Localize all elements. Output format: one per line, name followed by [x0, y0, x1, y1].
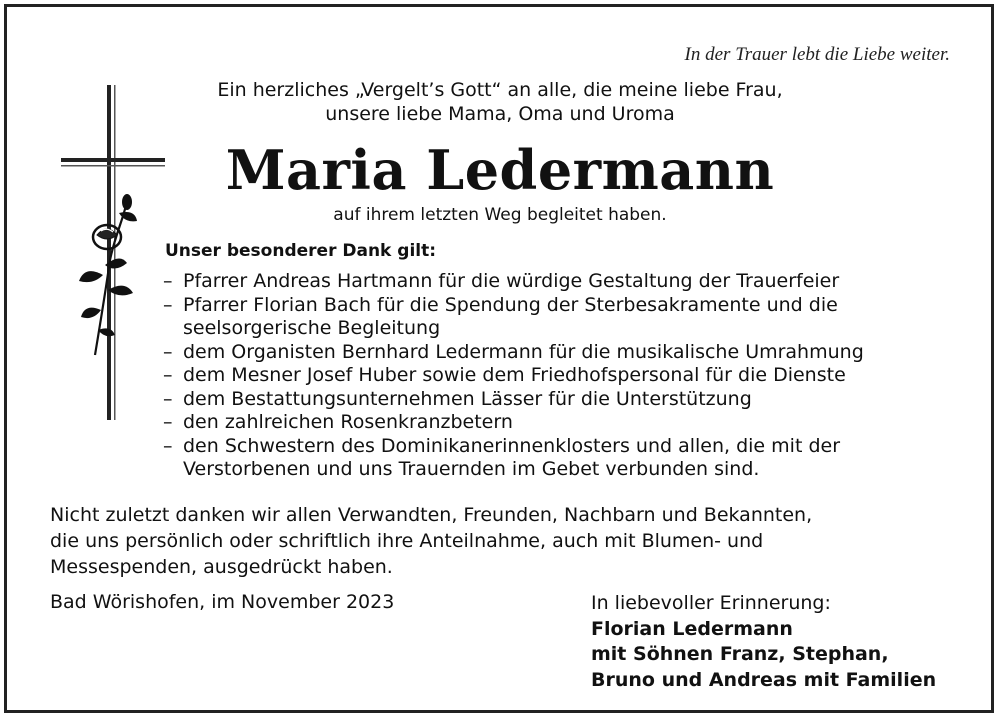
- list-item: [163, 341, 963, 365]
- motto: In der Trauer lebt die Liebe weiter.: [684, 44, 950, 65]
- closing-line-2: die uns persönlich oder schriftlich ihre Anteilnahme, auch mit Blumen- und: [50, 530, 764, 552]
- closing-line-3: Messespenden, ausgedrückt haben.: [50, 556, 393, 578]
- after-name-line: auf ihrem letzten Weg begleitet haben.: [333, 205, 667, 225]
- list-item-text-continued: seelsorgerische Begleitung: [183, 317, 441, 339]
- list-item-text: dem Mesner Josef Huber sowie dem Friedhofspersonal für die Dienste: [183, 364, 846, 386]
- signature-block: [591, 591, 936, 693]
- list-item-text: Pfarrer Andreas Hartmann für die würdige Gestaltung der Trauerfeier: [183, 270, 840, 292]
- cross-with-rose-icon: [55, 85, 170, 430]
- list-item-text: dem Bestattungsunternehmen Lässer für die Unterstützung: [183, 387, 752, 410]
- list-dash: –: [163, 293, 173, 316]
- list-item: [163, 435, 963, 482]
- list-dash: –: [163, 270, 173, 292]
- list-item: [163, 270, 963, 294]
- place-date: Bad Wörishofen, im November 2023: [50, 591, 395, 613]
- thanks-list: [163, 270, 963, 482]
- list-item-text: den zahlreichen Rosenkranzbetern: [183, 411, 513, 433]
- list-item-text: dem Organisten Bernhard Ledermann für die musikalische Umrahmung: [183, 340, 864, 363]
- signoff: In liebevoller Erinnerung:: [591, 592, 831, 614]
- thanks-heading: Unser besonderer Dank gilt:: [165, 241, 437, 261]
- closing-paragraph: [50, 502, 930, 580]
- intro-line-1: Ein herzliches „Vergelt’s Gott“ an alle, die meine liebe Frau,: [217, 79, 783, 101]
- signer-line-3: Bruno und Andreas mit Familien: [591, 668, 937, 691]
- list-item-text: den Schwestern des Dominikanerinnenklosters und allen, die mit der: [183, 434, 841, 457]
- list-item: [163, 388, 963, 412]
- list-dash: –: [163, 364, 173, 386]
- list-item: [163, 364, 963, 388]
- list-item: [163, 294, 963, 341]
- list-dash: –: [163, 434, 173, 457]
- signer-line-2: mit Söhnen Franz, Stephan,: [591, 643, 889, 665]
- list-dash: –: [163, 387, 173, 410]
- list-dash: –: [163, 411, 173, 433]
- deceased-name: Maria Ledermann: [225, 138, 775, 202]
- closing-line-1: Nicht zuletzt danken wir allen Verwandten, Freunden, Nachbarn und Bekannten,: [50, 504, 813, 526]
- list-item-text-continued: Verstorbenen und uns Trauernden im Gebet verbunden sind.: [183, 458, 760, 480]
- list-item: [163, 411, 963, 435]
- list-dash: –: [163, 340, 173, 363]
- list-item-text: Pfarrer Florian Bach für die Spendung der Sterbesakramente und die: [183, 293, 838, 316]
- signer-line-1: Florian Ledermann: [591, 617, 793, 640]
- intro-line-2: unsere liebe Mama, Oma und Uroma: [325, 103, 675, 125]
